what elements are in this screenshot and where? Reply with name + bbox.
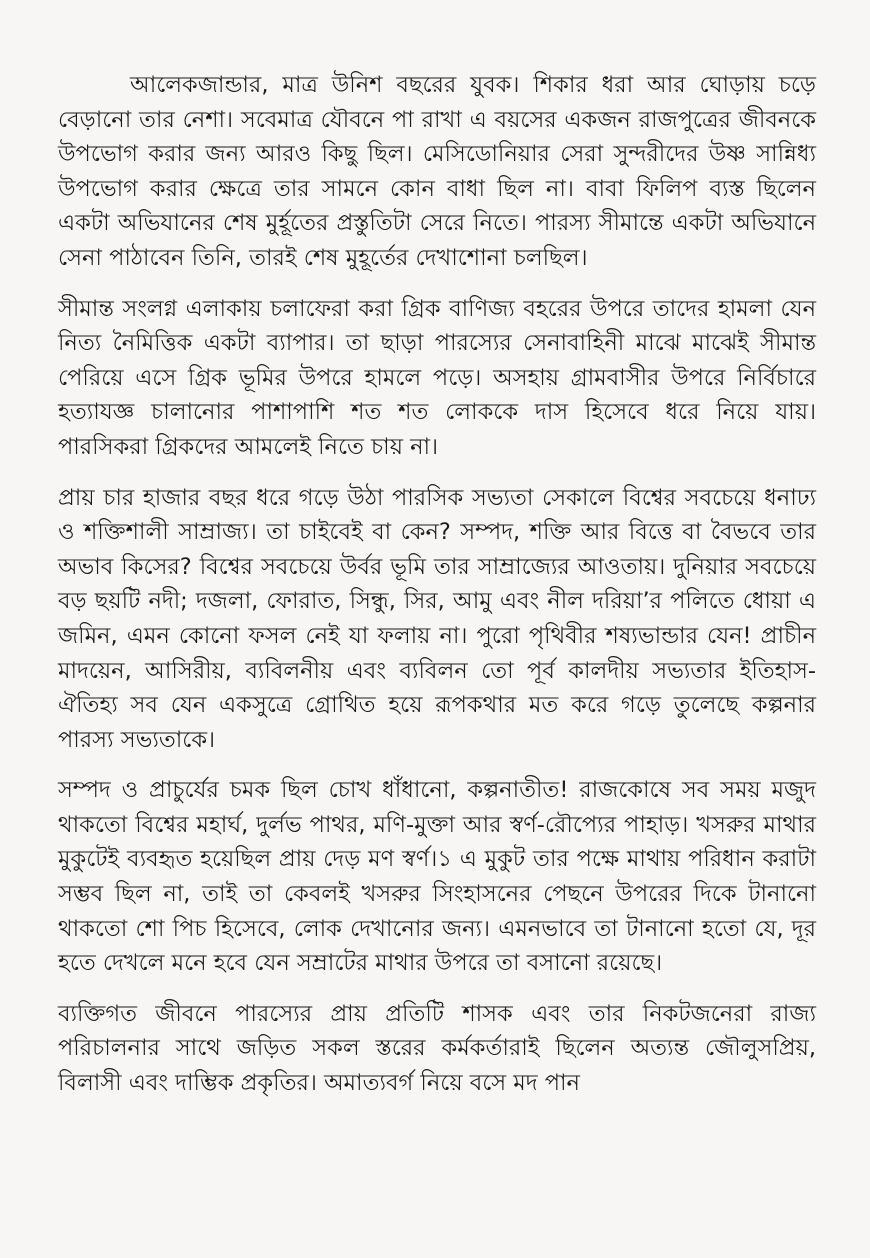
paragraph-rulers-luxury: ব্যক্তিগত জীবনে পারস্যের প্রায় প্রতিটি শাসক এবং তার নিকটজনেরা রাজ্য পরিচালনার সাথে জড়িত সকল স্তরের কর্মকর্তারাই ছিলেন অত্যন্ত জৌলুসপ্রিয়, বিলাসী এবং দাম্ভিক প্রকৃতির। অমাত্যবর্গ নিয়ে বসে মদ পান (58, 1000, 816, 1097)
paragraph-border-raids: সীমান্ত সংলগ্ন এলাকায় চলাফেরা করা গ্রিক বাণিজ্য বহরের উপরে তাদের হামলা যেন নিত্য নৈমিত্তিক একটা ব্যাপার। তা ছাড়া পারস্যের সেনাবাহিনী মাঝে মাঝেই সীমান্ত পেরিয়ে এসে গ্রিক ভূমির উপরে হামলে পড়ে। অসহায় গ্রামবাসীর উপরে নির্বিচারে হত্যাযজ্ঞ চালানোর পাশাপাশি শত শত লোককে দাস হিসেবে ধরে নিয়ে যায়। পারসিকরা গ্রিকদের আমলেই নিতে চায় না। (58, 295, 816, 460)
paragraph-persian-civilization: প্রায় চার হাজার বছর ধরে গড়ে উঠা পারসিক সভ্যতা সেকালে বিশ্বের সবচেয়ে ধনাঢ্য ও শক্তিশালী সাম্রাজ্য। তা চাইবেই বা কেন? সম্পদ, শক্তি আর বিত্তে বা বৈভবে তার অভাব কিসের? বিশ্বের সবচেয়ে উর্বর ভূমি তার সাম্রাজ্যের আওতায়। দুনিয়ার সবচেয়ে বড় ছয়টি নদী; দজলা, ফোরাত, সিন্ধু, সির, আমু এবং নীল দরিয়া’র পলিতে ধোয়া এ জমিন, এমন কোনো ফসল নেই যা ফলায় না। পুরো পৃথিবীর শষ্যভান্ডার যেন! প্রাচীন মাদয়েন, আসিরীয়, ব্যবিলনীয় এবং ব্যবিলন তো পূর্ব কালদীয় সভ্যতার ইতিহাস-ঐতিহ্য সব যেন একসুত্রে গ্রোথিত হয়ে রূপকথার মত করে গড়ে তুলেছে কল্পনার পারস্য সভ্যতাকে। (58, 484, 816, 753)
paragraph-alexander: আলেকজান্ডার, মাত্র উনিশ বছরের যুবক। শিকার ধরা আর ঘোড়ায় চড়ে বেড়ানো তার নেশা। সবেমাত্র যৌবনে পা রাখা এ বয়সের একজন রাজপুত্রের জীবনকে উপভোগ করার জন্য আরও কিছু ছিল। মেসিডোনিয়ার সেরা সুন্দরীদের উষ্ণ সান্নিধ্য উপভোগ করার ক্ষেত্রে তার সামনে কোন বাধা ছিল না। বাবা ফিলিপ ব্যস্ত ছিলেন একটা অভিযানের শেষ মুর্হূতের প্রস্তুতিটা সেরে নিতে। পারস্য সীমান্তে একটা অভিযানে সেনা পাঠাবেন তিনি, তারই শেষ মুহূর্তের দেখাশোনা চলছিল। (58, 72, 816, 271)
paragraph-wealth-crown: সম্পদ ও প্রাচুর্যের চমক ছিল চোখ ধাঁধানো, কল্পনাতীত! রাজকোষে সব সময় মজুদ থাকতো বিশ্বের মহার্ঘ, দুর্লভ পাথর, মণি-মুক্তা আর স্বর্ণ-রৌপ্যের পাহাড়। খসরুর মাথার মুকুটেই ব্যবহৃত হয়েছিল প্রায় দেড় মণ স্বর্ণ।১ এ মুকুট তার পক্ষে মাথায় পরিধান করাটা সম্ভব ছিল না, তাই তা কেবলই খসরুর সিংহাসনের পেছনে উপরের দিকে টানানো থাকতো শো পিচ হিসেবে, লোক দেখানোর জন্য। এমনভাবে তা টানানো হতো যে, দূর হতে দেখলে মনে হবে যেন সম্রাটের মাথার উপরে তা বসানো রয়েছে। (58, 777, 816, 977)
